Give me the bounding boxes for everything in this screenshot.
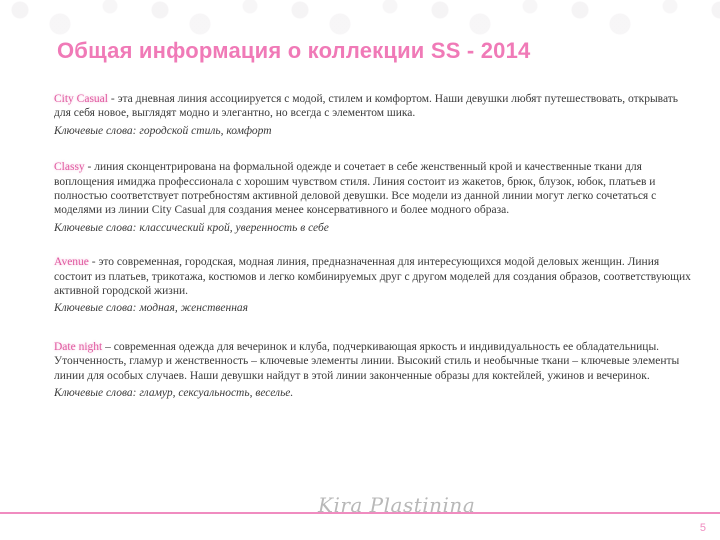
- line-description: [54, 92, 694, 121]
- line-city-casual: [54, 92, 694, 138]
- line-keywords: Ключевые слова: классический крой, уверенность в себе: [54, 221, 329, 234]
- line-avenue: [54, 255, 694, 316]
- line-text: – современная одежда для вечеринок и клуба, подчеркивающая яркость и индивидуальность ее обладательницы. Утонченность, гламур и женственность – ключевые элементы линии. Высокий стиль и необычные ткани – ключевые элементы линии для особых случаев. Наши девушки найдут в этой линии законченные образы для коктейлей, ужинов и вечеринок.: [54, 340, 680, 382]
- line-text: - эта дневная линия ассоциируется с модой, стилем и комфортом. Наши девушки любят путешествовать, открывать для себя новое, выглядят модно и элегантно, но всегда с элементом шика.: [54, 93, 679, 120]
- line-keywords: Ключевые слова: модная, женственная: [54, 302, 249, 315]
- line-description: [54, 340, 694, 383]
- line-keywords: Ключевые слова: гламур, сексуальность, веселье.: [54, 387, 294, 400]
- page-number: 5: [699, 522, 706, 534]
- brand-logo: Kira Plastinina: [318, 493, 476, 517]
- line-keywords: Ключевые слова: городской стиль, комфорт: [54, 124, 272, 137]
- line-description: [54, 160, 694, 218]
- line-name: Date night: [54, 340, 103, 353]
- line-name: City Casual: [54, 93, 108, 105]
- line-description: [54, 255, 694, 298]
- line-text: - это современная, городская, модная линия, предназначенная для интересующихся модой деловых женщин. Линия состоит из платьев, трикотажа, костюмов и легко комбинируемых друг с другом моделей для создания образов, соответствующих активной городской жизни.: [54, 256, 691, 298]
- collection-lines: [54, 92, 694, 401]
- header-pattern: [0, 0, 720, 36]
- line-date-night: [54, 340, 694, 401]
- line-name: Avenue: [54, 256, 89, 269]
- page-title: Общая информация о коллекции SS - 2014: [57, 38, 531, 63]
- line-text: - линия сконцентрирована на формальной одежде и сочетает в себе женственный крой и качественные ткани для воплощения имиджа профессионала с хорошим чувством стиля. Линия состоит из жакетов, брюк, блузок, юбок, платьев и полностью соответствует потребностям активной деловой девушки. Все модели из данной линии могут легко сочетаться с моделями из линии City Casual для создания менее консервативного и более модного образа.: [54, 161, 657, 217]
- line-classy: [54, 160, 694, 235]
- line-name: Classy: [54, 161, 85, 174]
